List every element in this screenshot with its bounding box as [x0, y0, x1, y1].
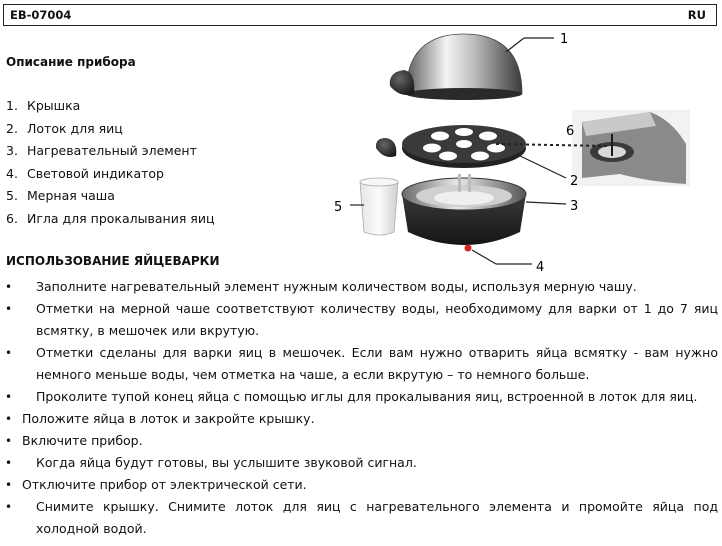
- callout-3: 3: [570, 199, 579, 214]
- part-number: 5.: [6, 188, 18, 203]
- callout-1: 1: [560, 32, 569, 47]
- needle-inset: [572, 110, 690, 186]
- egg-cooker-diagram: [320, 24, 722, 274]
- instruction-text: Отметки на мерной чаше соответствуют количеству воды, необходимому для варки от 1 до 7 яиц всмятку, в мешочек или вкрутую.: [36, 301, 718, 338]
- part-number: 6.: [6, 210, 18, 226]
- instruction-text: Когда яйца будут готовы, вы услышите звуковой сигнал.: [36, 455, 417, 470]
- instruction-item: [0, 342, 722, 386]
- base-heating-element: [402, 174, 526, 245]
- callout-4: 4: [536, 260, 545, 274]
- instruction-text: Включите прибор.: [22, 433, 143, 448]
- description-title: Описание прибора: [6, 55, 136, 69]
- parts-list-item: [6, 188, 214, 211]
- part-label: Мерная чаша: [27, 188, 115, 203]
- part-number: 2.: [6, 120, 18, 136]
- bullet-icon: •: [5, 412, 13, 426]
- bullet-icon: •: [5, 500, 13, 514]
- bullet-icon: •: [5, 302, 13, 316]
- callout-6: 6: [566, 124, 575, 139]
- egg-tray: [376, 125, 526, 168]
- instruction-item: [0, 430, 722, 452]
- part-number: 1.: [6, 98, 18, 113]
- bullet-icon: •: [5, 280, 13, 294]
- instruction-item: [0, 496, 722, 540]
- parts-list-item: [6, 121, 214, 144]
- callout-2: 2: [570, 174, 579, 189]
- instruction-text: Отключите прибор от электрической сети.: [22, 477, 307, 492]
- parts-list-item: [6, 211, 214, 234]
- parts-list: [6, 98, 214, 233]
- instruction-text: Снимите крышку. Снимите лоток для яиц с нагревательного элемента и промойте яйца под холодной водой.: [36, 499, 718, 536]
- part-label: Лоток для яиц: [27, 120, 123, 136]
- document-header: [3, 4, 717, 26]
- bullet-icon: •: [5, 478, 13, 492]
- part-number: 4.: [6, 165, 18, 181]
- egg-cooker-exploded-view: [320, 24, 722, 274]
- instruction-text: Заполните нагревательный элемент нужным количеством воды, используя мерную чашу.: [36, 279, 637, 294]
- instruction-item: [0, 298, 722, 342]
- bullet-icon: •: [5, 456, 13, 470]
- part-label: Игла для прокалывания яиц: [27, 210, 215, 226]
- part-label: Световой индикатор: [27, 165, 164, 181]
- parts-list-item: [6, 98, 214, 121]
- language-code: RU: [687, 8, 706, 22]
- instruction-text: Отметки сделаны для варки яиц в мешочек. Если вам нужно отварить яйца всмятку - вам нужно немного меньше воды, чем отметка на чаше, а если вкрутую – то немного больше.: [36, 345, 718, 382]
- model-code: EB-07004: [10, 8, 72, 22]
- part-label: Нагревательный элемент: [27, 143, 197, 158]
- instruction-item: [0, 474, 722, 496]
- bullet-icon: •: [5, 434, 13, 448]
- instruction-item: [0, 408, 722, 430]
- parts-list-item: [6, 143, 214, 166]
- part-label: Крышка: [27, 98, 81, 113]
- lid: [390, 34, 522, 100]
- indicator-light: [465, 245, 472, 252]
- instruction-item: [0, 386, 722, 408]
- instruction-item: [0, 452, 722, 474]
- callout-5: 5: [334, 200, 343, 215]
- parts-list-item: [6, 166, 214, 189]
- measuring-cup: [360, 178, 398, 235]
- bullet-icon: •: [5, 390, 13, 404]
- bullet-icon: •: [5, 346, 13, 360]
- instruction-item: [0, 276, 722, 298]
- usage-title: ИСПОЛЬЗОВАНИЕ ЯЙЦЕВАРКИ: [6, 254, 220, 268]
- instruction-text: Положите яйца в лоток и закройте крышку.: [22, 411, 315, 426]
- part-number: 3.: [6, 143, 18, 158]
- instruction-text: Проколите тупой конец яйца с помощью иглы для прокалывания яиц, встроенной в лоток для яиц.: [36, 389, 698, 404]
- usage-instructions-list: [0, 276, 722, 540]
